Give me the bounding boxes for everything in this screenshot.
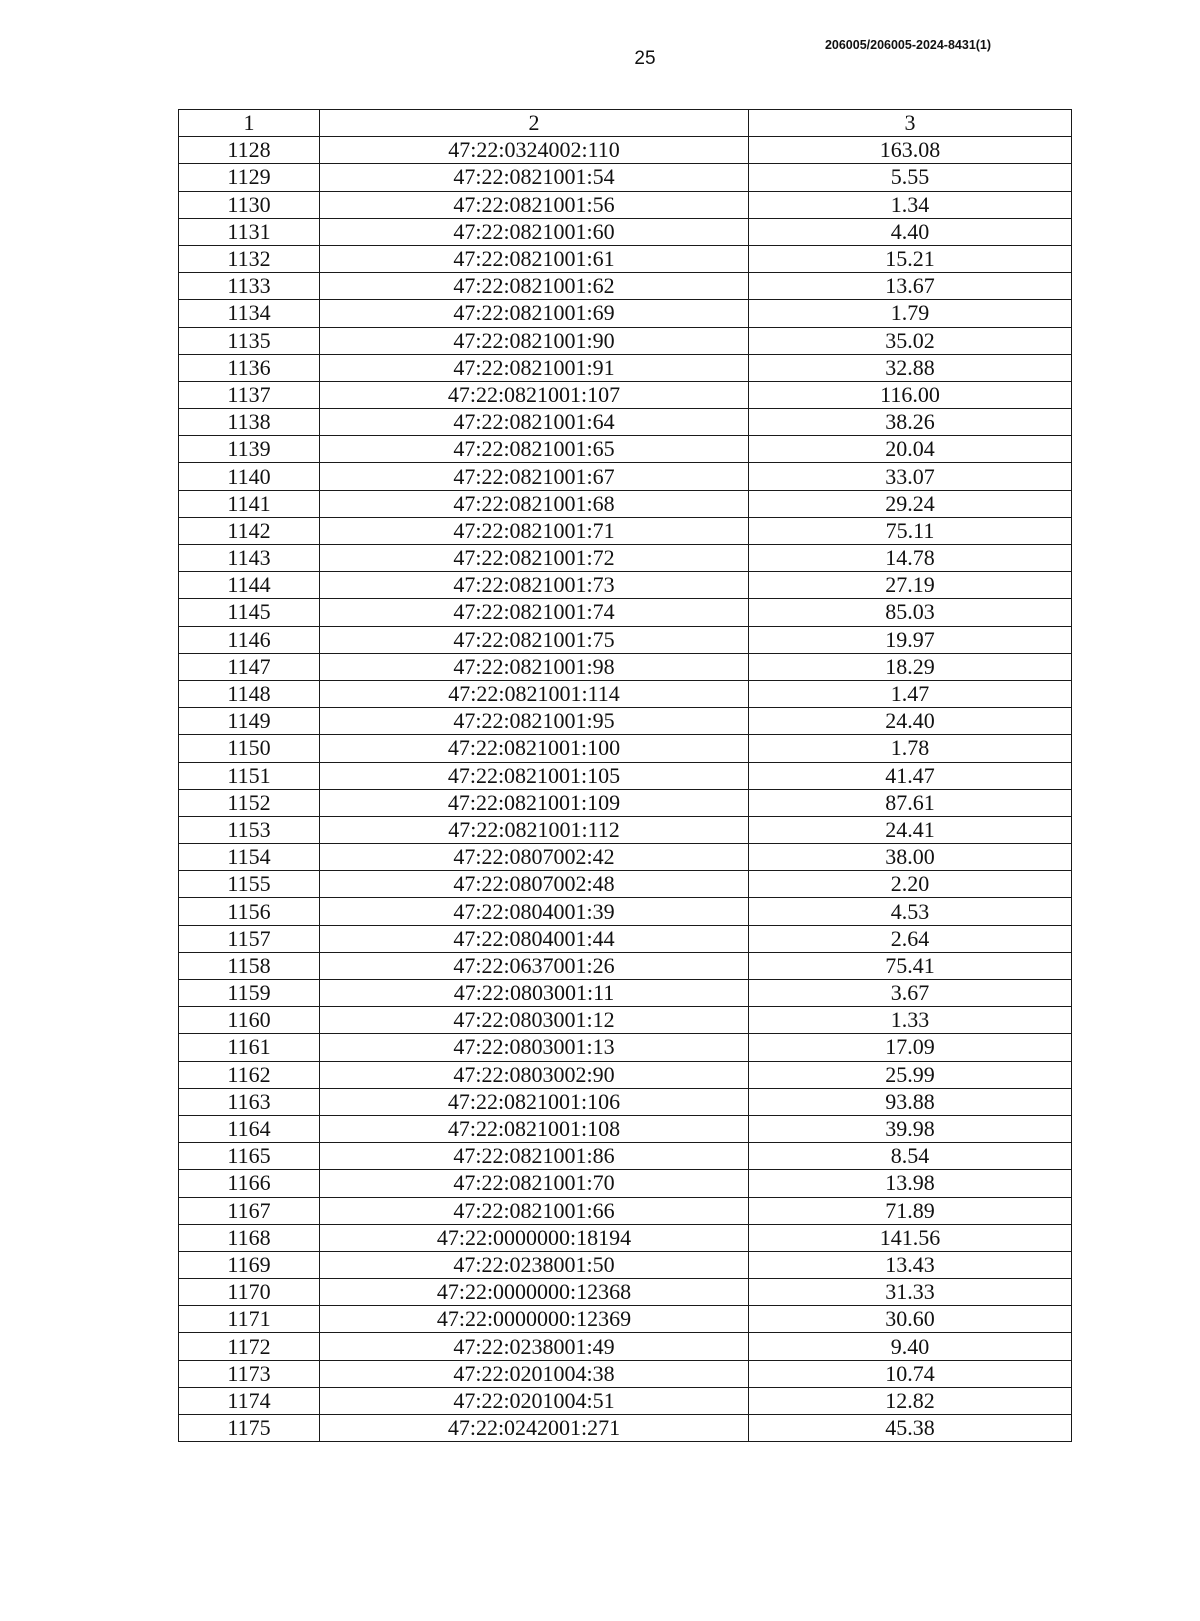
cadastral-number-cell: 47:22:0821001:56 [320, 191, 749, 218]
table-row [179, 1224, 1072, 1251]
table-row [179, 844, 1072, 871]
value-cell: 93.88 [749, 1088, 1072, 1115]
table-row [179, 925, 1072, 952]
table-row [179, 300, 1072, 327]
column-header-2: 2 [320, 110, 749, 137]
table-row [179, 409, 1072, 436]
cadastral-number-cell: 47:22:0803001:11 [320, 980, 749, 1007]
table-row [179, 1415, 1072, 1442]
row-number-cell: 1157 [179, 925, 320, 952]
table-row [179, 572, 1072, 599]
value-cell: 41.47 [749, 762, 1072, 789]
cadastral-number-cell: 47:22:0821001:95 [320, 708, 749, 735]
table-row [179, 708, 1072, 735]
cadastral-number-cell: 47:22:0803001:12 [320, 1007, 749, 1034]
cadastral-number-cell: 47:22:0000000:18194 [320, 1224, 749, 1251]
value-cell: 116.00 [749, 381, 1072, 408]
table-row [179, 273, 1072, 300]
row-number-cell: 1128 [179, 137, 320, 164]
value-cell: 87.61 [749, 789, 1072, 816]
row-number-cell: 1140 [179, 463, 320, 490]
row-number-cell: 1159 [179, 980, 320, 1007]
cadastral-number-cell: 47:22:0821001:62 [320, 273, 749, 300]
value-cell: 13.67 [749, 273, 1072, 300]
cadastral-number-cell: 47:22:0821001:54 [320, 164, 749, 191]
cadastral-number-cell: 47:22:0821001:109 [320, 789, 749, 816]
page-number: 25 [634, 48, 656, 69]
cadastral-number-cell: 47:22:0000000:12369 [320, 1306, 749, 1333]
row-number-cell: 1144 [179, 572, 320, 599]
value-cell: 31.33 [749, 1279, 1072, 1306]
cadastral-number-cell: 47:22:0821001:69 [320, 300, 749, 327]
cadastral-number-cell: 47:22:0201004:38 [320, 1360, 749, 1387]
value-cell: 75.41 [749, 952, 1072, 979]
column-header-1: 1 [179, 110, 320, 137]
row-number-cell: 1147 [179, 653, 320, 680]
value-cell: 75.11 [749, 517, 1072, 544]
value-cell: 38.00 [749, 844, 1072, 871]
row-number-cell: 1172 [179, 1333, 320, 1360]
row-number-cell: 1141 [179, 490, 320, 517]
table-body [179, 110, 1072, 1442]
value-cell: 10.74 [749, 1360, 1072, 1387]
table-row [179, 1306, 1072, 1333]
row-number-cell: 1134 [179, 300, 320, 327]
row-number-cell: 1169 [179, 1251, 320, 1278]
row-number-cell: 1149 [179, 708, 320, 735]
value-cell: 13.43 [749, 1251, 1072, 1278]
cadastral-number-cell: 47:22:0821001:107 [320, 381, 749, 408]
cadastral-number-cell: 47:22:0242001:271 [320, 1415, 749, 1442]
row-number-cell: 1129 [179, 164, 320, 191]
value-cell: 27.19 [749, 572, 1072, 599]
row-number-cell: 1170 [179, 1279, 320, 1306]
value-cell: 30.60 [749, 1306, 1072, 1333]
table-row [179, 436, 1072, 463]
value-cell: 3.67 [749, 980, 1072, 1007]
row-number-cell: 1152 [179, 789, 320, 816]
row-number-cell: 1154 [179, 844, 320, 871]
row-number-cell: 1148 [179, 680, 320, 707]
table-row [179, 680, 1072, 707]
value-cell: 2.64 [749, 925, 1072, 952]
value-cell: 20.04 [749, 436, 1072, 463]
cadastral-number-cell: 47:22:0324002:110 [320, 137, 749, 164]
row-number-cell: 1174 [179, 1387, 320, 1414]
table-row [179, 354, 1072, 381]
row-number-cell: 1136 [179, 354, 320, 381]
row-number-cell: 1132 [179, 245, 320, 272]
table-row [179, 164, 1072, 191]
value-cell: 4.40 [749, 218, 1072, 245]
row-number-cell: 1138 [179, 409, 320, 436]
table-row [179, 1279, 1072, 1306]
value-cell: 1.33 [749, 1007, 1072, 1034]
cadastral-number-cell: 47:22:0803002:90 [320, 1061, 749, 1088]
document-id: 206005/206005-2024-8431(1) [824, 38, 992, 52]
row-number-cell: 1133 [179, 273, 320, 300]
row-number-cell: 1142 [179, 517, 320, 544]
row-number-cell: 1167 [179, 1197, 320, 1224]
row-number-cell: 1173 [179, 1360, 320, 1387]
row-number-cell: 1168 [179, 1224, 320, 1251]
row-number-cell: 1160 [179, 1007, 320, 1034]
cadastral-number-cell: 47:22:0238001:50 [320, 1251, 749, 1278]
value-cell: 15.21 [749, 245, 1072, 272]
table-row [179, 1333, 1072, 1360]
row-number-cell: 1137 [179, 381, 320, 408]
table-row [179, 626, 1072, 653]
cadastral-number-cell: 47:22:0637001:26 [320, 952, 749, 979]
cadastral-number-cell: 47:22:0821001:60 [320, 218, 749, 245]
table-row [179, 245, 1072, 272]
value-cell: 38.26 [749, 409, 1072, 436]
value-cell: 35.02 [749, 327, 1072, 354]
table-row [179, 1360, 1072, 1387]
value-cell: 39.98 [749, 1115, 1072, 1142]
row-number-cell: 1162 [179, 1061, 320, 1088]
value-cell: 5.55 [749, 164, 1072, 191]
cadastral-number-cell: 47:22:0821001:91 [320, 354, 749, 381]
cadastral-number-cell: 47:22:0821001:100 [320, 735, 749, 762]
column-header-3: 3 [749, 110, 1072, 137]
value-cell: 4.53 [749, 898, 1072, 925]
row-number-cell: 1135 [179, 327, 320, 354]
table-row [179, 816, 1072, 843]
table-row [179, 1007, 1072, 1034]
row-number-cell: 1155 [179, 871, 320, 898]
cadastral-number-cell: 47:22:0807002:42 [320, 844, 749, 871]
cadastral-number-cell: 47:22:0821001:72 [320, 545, 749, 572]
row-number-cell: 1143 [179, 545, 320, 572]
cadastral-number-cell: 47:22:0201004:51 [320, 1387, 749, 1414]
value-cell: 19.97 [749, 626, 1072, 653]
table-row [179, 191, 1072, 218]
cadastral-number-cell: 47:22:0807002:48 [320, 871, 749, 898]
value-cell: 85.03 [749, 599, 1072, 626]
table-row [179, 137, 1072, 164]
table-row [179, 898, 1072, 925]
table-row [179, 952, 1072, 979]
table-row [179, 980, 1072, 1007]
row-number-cell: 1164 [179, 1115, 320, 1142]
table-row [179, 1197, 1072, 1224]
cadastral-number-cell: 47:22:0821001:75 [320, 626, 749, 653]
cadastral-number-cell: 47:22:0821001:106 [320, 1088, 749, 1115]
table-row [179, 1088, 1072, 1115]
value-cell: 45.38 [749, 1415, 1072, 1442]
cadastral-number-cell: 47:22:0821001:61 [320, 245, 749, 272]
row-number-cell: 1139 [179, 436, 320, 463]
cadastral-number-cell: 47:22:0821001:65 [320, 436, 749, 463]
table-row [179, 1170, 1072, 1197]
row-number-cell: 1156 [179, 898, 320, 925]
row-number-cell: 1175 [179, 1415, 320, 1442]
value-cell: 71.89 [749, 1197, 1072, 1224]
row-number-cell: 1171 [179, 1306, 320, 1333]
parcel-table [178, 109, 1072, 1442]
table-row [179, 1251, 1072, 1278]
row-number-cell: 1151 [179, 762, 320, 789]
cadastral-number-cell: 47:22:0821001:70 [320, 1170, 749, 1197]
cadastral-number-cell: 47:22:0821001:64 [320, 409, 749, 436]
value-cell: 18.29 [749, 653, 1072, 680]
cadastral-number-cell: 47:22:0821001:114 [320, 680, 749, 707]
cadastral-number-cell: 47:22:0821001:73 [320, 572, 749, 599]
row-number-cell: 1130 [179, 191, 320, 218]
value-cell: 24.40 [749, 708, 1072, 735]
table-row [179, 218, 1072, 245]
value-cell: 1.79 [749, 300, 1072, 327]
value-cell: 17.09 [749, 1034, 1072, 1061]
table-row [179, 1143, 1072, 1170]
table-row [179, 599, 1072, 626]
row-number-cell: 1163 [179, 1088, 320, 1115]
row-number-cell: 1158 [179, 952, 320, 979]
value-cell: 13.98 [749, 1170, 1072, 1197]
cadastral-number-cell: 47:22:0803001:13 [320, 1034, 749, 1061]
table-row [179, 1387, 1072, 1414]
value-cell: 1.47 [749, 680, 1072, 707]
row-number-cell: 1150 [179, 735, 320, 762]
value-cell: 8.54 [749, 1143, 1072, 1170]
value-cell: 1.78 [749, 735, 1072, 762]
cadastral-number-cell: 47:22:0821001:86 [320, 1143, 749, 1170]
value-cell: 25.99 [749, 1061, 1072, 1088]
value-cell: 32.88 [749, 354, 1072, 381]
table-row [179, 1061, 1072, 1088]
row-number-cell: 1146 [179, 626, 320, 653]
cadastral-number-cell: 47:22:0821001:112 [320, 816, 749, 843]
row-number-cell: 1131 [179, 218, 320, 245]
cadastral-number-cell: 47:22:0821001:108 [320, 1115, 749, 1142]
table-row [179, 789, 1072, 816]
table-row [179, 653, 1072, 680]
table-row [179, 517, 1072, 544]
row-number-cell: 1165 [179, 1143, 320, 1170]
value-cell: 1.34 [749, 191, 1072, 218]
value-cell: 9.40 [749, 1333, 1072, 1360]
row-number-cell: 1145 [179, 599, 320, 626]
value-cell: 141.56 [749, 1224, 1072, 1251]
value-cell: 24.41 [749, 816, 1072, 843]
table-row [179, 735, 1072, 762]
cadastral-number-cell: 47:22:0821001:105 [320, 762, 749, 789]
cadastral-number-cell: 47:22:0821001:90 [320, 327, 749, 354]
cadastral-number-cell: 47:22:0821001:67 [320, 463, 749, 490]
row-number-cell: 1153 [179, 816, 320, 843]
cadastral-number-cell: 47:22:0000000:12368 [320, 1279, 749, 1306]
value-cell: 163.08 [749, 137, 1072, 164]
table-row [179, 327, 1072, 354]
cadastral-number-cell: 47:22:0821001:74 [320, 599, 749, 626]
cadastral-number-cell: 47:22:0238001:49 [320, 1333, 749, 1360]
table-row [179, 381, 1072, 408]
cadastral-number-cell: 47:22:0821001:68 [320, 490, 749, 517]
cadastral-number-cell: 47:22:0821001:98 [320, 653, 749, 680]
header-row [179, 110, 1072, 137]
value-cell: 14.78 [749, 545, 1072, 572]
value-cell: 29.24 [749, 490, 1072, 517]
cadastral-number-cell: 47:22:0804001:44 [320, 925, 749, 952]
cadastral-number-cell: 47:22:0821001:71 [320, 517, 749, 544]
value-cell: 33.07 [749, 463, 1072, 490]
table-row [179, 463, 1072, 490]
table-row [179, 545, 1072, 572]
row-number-cell: 1161 [179, 1034, 320, 1061]
value-cell: 12.82 [749, 1387, 1072, 1414]
row-number-cell: 1166 [179, 1170, 320, 1197]
table-row [179, 490, 1072, 517]
cadastral-number-cell: 47:22:0804001:39 [320, 898, 749, 925]
cadastral-number-cell: 47:22:0821001:66 [320, 1197, 749, 1224]
value-cell: 2.20 [749, 871, 1072, 898]
table-row [179, 1034, 1072, 1061]
table-row [179, 762, 1072, 789]
table-row [179, 1115, 1072, 1142]
table-row [179, 871, 1072, 898]
